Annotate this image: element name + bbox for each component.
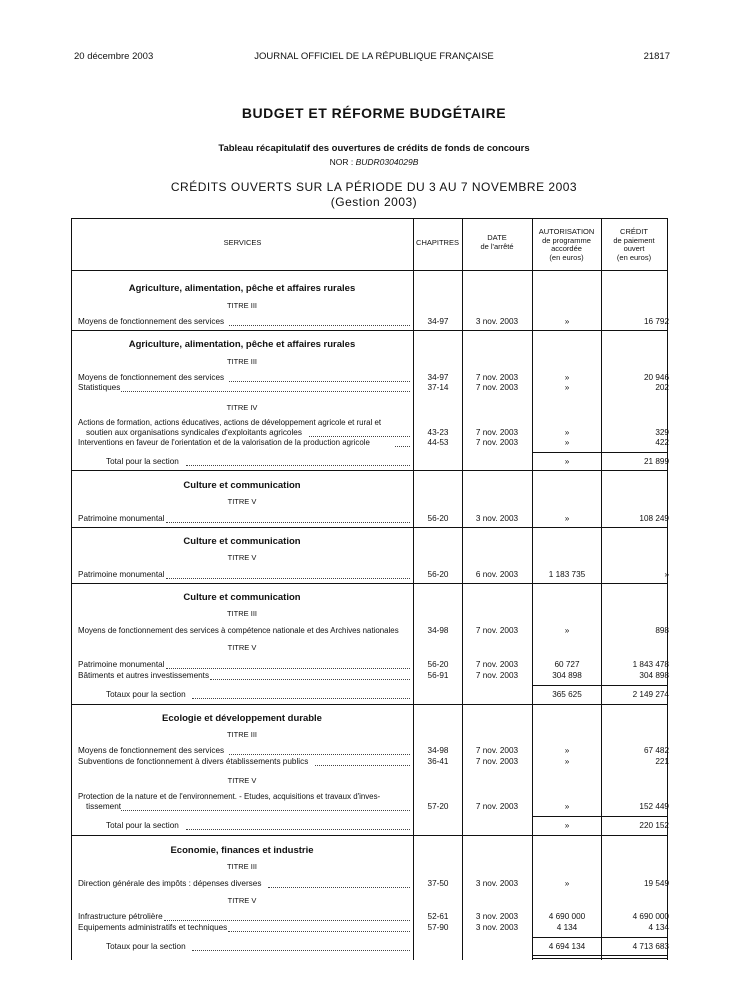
row-label: Moyens de fonctionnement des services bbox=[78, 317, 225, 326]
row-chapitre: 57-20 bbox=[427, 802, 449, 811]
leader-dots bbox=[192, 950, 410, 951]
row-label: Infrastructure pétrolière bbox=[78, 912, 163, 921]
row-date: 7 nov. 2003 bbox=[475, 757, 519, 766]
titre-heading: TITRE III bbox=[227, 609, 257, 618]
nor-reference bbox=[0, 157, 748, 167]
leader-dots bbox=[186, 465, 410, 466]
row-date: 3 nov. 2003 bbox=[475, 317, 519, 326]
row-label: Bâtiments et autres investissements bbox=[78, 671, 210, 680]
section-separator bbox=[71, 704, 668, 705]
row-label: Statistiques bbox=[78, 383, 121, 392]
row-ap: 1 183 735 bbox=[548, 570, 586, 579]
row-label: Moyens de fonctionnement des services à compétence nationale et des Archives nationales bbox=[78, 626, 399, 635]
row-date: 3 nov. 2003 bbox=[475, 923, 519, 932]
row-chapitre: 37-14 bbox=[427, 383, 449, 392]
leader-dots bbox=[229, 754, 410, 755]
nor-code: BUDR0304029B bbox=[355, 157, 419, 167]
row-ap: » bbox=[564, 514, 570, 523]
row-chapitre: 34-97 bbox=[427, 373, 449, 382]
row-ap: » bbox=[564, 821, 570, 830]
row-chapitre: 44-53 bbox=[427, 438, 449, 447]
row-chapitre: 57-90 bbox=[427, 923, 449, 932]
row-label: Patrimoine monumental bbox=[78, 660, 165, 669]
leader-dots bbox=[166, 578, 410, 579]
row-label: Patrimoine monumental bbox=[78, 514, 165, 523]
leader-dots bbox=[121, 810, 410, 811]
row-cp: 329 bbox=[655, 428, 669, 437]
row-label-total: Totaux pour la section bbox=[106, 690, 186, 699]
row-label-total: Total pour la section bbox=[106, 821, 179, 830]
row-cp: 152 449 bbox=[639, 802, 669, 811]
row-ap: 60 727 bbox=[554, 660, 580, 669]
table-header-border bbox=[71, 270, 668, 271]
total-rule bbox=[532, 958, 668, 959]
row-cp: 2 149 274 bbox=[632, 690, 669, 699]
row-date: 3 nov. 2003 bbox=[475, 514, 519, 523]
row-cp: 4 690 000 bbox=[632, 912, 669, 921]
leader-dots bbox=[210, 679, 410, 680]
row-ap: » bbox=[564, 383, 570, 392]
titre-heading: TITRE V bbox=[227, 553, 257, 562]
row-cp: 4 134 bbox=[648, 923, 669, 932]
row-chapitre: 34-97 bbox=[427, 317, 449, 326]
row-ap: 365 625 bbox=[552, 690, 582, 699]
row-label: Moyens de fonctionnement des services bbox=[78, 746, 225, 755]
row-chapitre: 34-98 bbox=[427, 746, 449, 755]
table-top-border bbox=[71, 218, 668, 219]
row-ap: » bbox=[564, 438, 570, 447]
row-ap: » bbox=[564, 802, 570, 811]
leader-dots bbox=[166, 522, 410, 523]
row-date: 7 nov. 2003 bbox=[475, 428, 519, 437]
row-chapitre: 56-20 bbox=[427, 514, 449, 523]
titre-heading: TITRE III bbox=[227, 357, 257, 366]
leader-dots bbox=[121, 391, 410, 392]
col-header-ap-l1: AUTORISATION bbox=[538, 227, 595, 236]
row-cp: 4 713 683 bbox=[632, 942, 669, 951]
row-ap: » bbox=[564, 879, 570, 888]
row-ap: » bbox=[564, 373, 570, 382]
leader-dots bbox=[229, 381, 410, 382]
row-label-line1: Protection de la nature et de l'environnement. - Etudes, acquisitions et travaux d'inves- bbox=[78, 792, 381, 801]
row-cp: » bbox=[664, 570, 669, 579]
section-separator bbox=[71, 470, 668, 471]
row-label: tissement bbox=[86, 802, 122, 811]
col-header-date bbox=[462, 234, 532, 251]
col-header-ap-l4: (en euros) bbox=[549, 252, 584, 262]
row-label-line1: Actions de formation, actions éducatives, actions de développement agricole et rural et bbox=[78, 418, 382, 427]
col-header-cp-l1: CRÉDIT bbox=[620, 227, 648, 236]
row-label: Direction générale des impôts : dépenses diverses bbox=[78, 879, 262, 888]
row-cp: 304 898 bbox=[639, 671, 669, 680]
row-ap: » bbox=[564, 428, 570, 437]
row-cp: 108 249 bbox=[639, 514, 669, 523]
col-header-cp-l4: (en euros) bbox=[616, 252, 652, 262]
leader-dots bbox=[309, 436, 410, 437]
page-subtitle: Tableau récapitulatif des ouvertures de crédits de fonds de concours bbox=[218, 143, 530, 154]
row-cp: 67 482 bbox=[643, 746, 669, 755]
row-date: 7 nov. 2003 bbox=[475, 660, 519, 669]
section-heading: Economie, finances et industrie bbox=[170, 845, 314, 856]
row-ap: » bbox=[564, 746, 570, 755]
row-date: 7 nov. 2003 bbox=[475, 626, 519, 635]
row-ap: 4 694 134 bbox=[548, 942, 586, 951]
section-separator bbox=[71, 835, 668, 836]
col-header-date-l1: DATE bbox=[487, 233, 507, 242]
section-heading: Agriculture, alimentation, pêche et affaires rurales bbox=[128, 339, 356, 350]
period-heading bbox=[0, 180, 748, 210]
row-ap: 304 898 bbox=[552, 671, 582, 680]
section-heading: Ecologie et développement durable bbox=[162, 713, 322, 724]
page-title: BUDGET ET RÉFORME BUDGÉTAIRE bbox=[241, 105, 507, 121]
row-chapitre: 52-61 bbox=[427, 912, 449, 921]
row-label: Moyens de fonctionnement des services bbox=[78, 373, 225, 382]
section-separator bbox=[71, 527, 668, 528]
row-chapitre: 34-98 bbox=[427, 626, 449, 635]
row-chapitre: 36-41 bbox=[427, 757, 449, 766]
col-header-cp-l3: ouvert bbox=[623, 244, 645, 253]
row-ap: 4 690 000 bbox=[548, 912, 586, 921]
leader-dots bbox=[186, 829, 410, 830]
titre-heading: TITRE V bbox=[227, 497, 257, 506]
row-label: Equipements administratifs et techniques bbox=[78, 923, 228, 932]
row-chapitre: 37-50 bbox=[427, 879, 449, 888]
leader-dots bbox=[228, 931, 410, 932]
col-header-ap-l3: accordée bbox=[551, 244, 582, 253]
titre-heading: TITRE V bbox=[227, 776, 257, 785]
row-date: 7 nov. 2003 bbox=[475, 746, 519, 755]
col-header-chapitres: CHAPITRES bbox=[416, 238, 459, 247]
period-line-2: (Gestion 2003) bbox=[330, 195, 418, 209]
nor-label: NOR : bbox=[329, 157, 354, 167]
titre-heading: TITRE III bbox=[227, 730, 257, 739]
row-label: Subventions de fonctionnement à divers établissements publics bbox=[78, 757, 309, 766]
section-heading: Culture et communication bbox=[183, 592, 301, 603]
row-cp: 220 152 bbox=[639, 821, 669, 830]
header-journal-title: JOURNAL OFFICIEL DE LA RÉPUBLIQUE FRANÇAISE bbox=[254, 51, 494, 62]
row-label: soutien aux organisations syndicales d'exploitants agricoles bbox=[86, 428, 302, 437]
row-cp: 221 bbox=[655, 757, 669, 766]
titre-heading: TITRE III bbox=[227, 862, 257, 871]
titre-heading: TITRE III bbox=[227, 301, 257, 310]
leader-dots bbox=[164, 920, 410, 921]
row-ap: » bbox=[564, 626, 570, 635]
row-cp: 19 549 bbox=[643, 879, 669, 888]
section-heading: Culture et communication bbox=[183, 536, 301, 547]
col-header-ap bbox=[532, 228, 601, 262]
row-ap: 4 134 bbox=[556, 923, 578, 932]
row-cp: 202 bbox=[655, 383, 669, 392]
leader-dots bbox=[315, 765, 410, 766]
row-cp: 16 792 bbox=[643, 317, 669, 326]
row-chapitre: 56-20 bbox=[427, 660, 449, 669]
row-date: 7 nov. 2003 bbox=[475, 802, 519, 811]
row-cp: 898 bbox=[655, 626, 669, 635]
leader-dots bbox=[229, 325, 410, 326]
row-cp: 21 899 bbox=[643, 457, 669, 466]
section-separator bbox=[71, 330, 668, 331]
titre-heading: TITRE IV bbox=[226, 403, 258, 412]
row-chapitre: 56-91 bbox=[427, 671, 449, 680]
row-cp: 1 843 478 bbox=[632, 660, 669, 669]
row-chapitre: 43-23 bbox=[427, 428, 449, 437]
row-ap: » bbox=[564, 757, 570, 766]
leader-dots bbox=[166, 668, 410, 669]
col-header-date-l2: de l'arrêté bbox=[480, 241, 514, 251]
row-label: Interventions en faveur de l'orientation et de la valorisation de la production agricole bbox=[78, 438, 370, 447]
total-rule bbox=[532, 937, 668, 938]
row-date: 7 nov. 2003 bbox=[475, 671, 519, 680]
section-heading: Agriculture, alimentation, pêche et affaires rurales bbox=[128, 283, 356, 294]
col-header-cp-l2: de paiement bbox=[613, 235, 655, 245]
section-heading: Culture et communication bbox=[183, 480, 301, 491]
row-cp: 422 bbox=[655, 438, 669, 447]
row-date: 3 nov. 2003 bbox=[475, 912, 519, 921]
total-rule bbox=[532, 816, 668, 817]
row-cp: 20 946 bbox=[643, 373, 669, 382]
leader-dots bbox=[192, 698, 410, 699]
row-date: 6 nov. 2003 bbox=[475, 570, 519, 579]
row-date: 7 nov. 2003 bbox=[475, 383, 519, 392]
total-rule bbox=[532, 685, 668, 686]
titre-heading: TITRE V bbox=[227, 896, 257, 905]
row-date: 7 nov. 2003 bbox=[475, 373, 519, 382]
row-ap: » bbox=[564, 317, 570, 326]
row-ap: » bbox=[564, 457, 570, 466]
header-date: 20 décembre 2003 bbox=[74, 51, 154, 62]
section-separator bbox=[71, 583, 668, 584]
row-label: Patrimoine monumental bbox=[78, 570, 165, 579]
col-header-ap-l2: de programme bbox=[542, 235, 591, 245]
row-date: 7 nov. 2003 bbox=[475, 438, 519, 447]
row-date: 3 nov. 2003 bbox=[475, 879, 519, 888]
header-page-number: 21817 bbox=[643, 51, 670, 62]
titre-heading: TITRE V bbox=[227, 643, 257, 652]
total-rule bbox=[532, 955, 668, 956]
row-chapitre: 56-20 bbox=[427, 570, 449, 579]
col-header-services: SERVICES bbox=[223, 238, 262, 247]
row-label-total: Totaux pour la section bbox=[106, 942, 186, 951]
leader-dots bbox=[268, 887, 410, 888]
period-line-1: CRÉDITS OUVERTS SUR LA PÉRIODE DU 3 AU 7 NOVEMBRE 2003 bbox=[170, 180, 578, 194]
row-label-total: Total pour la section bbox=[106, 457, 179, 466]
leader-dots bbox=[395, 446, 410, 447]
total-rule bbox=[532, 452, 668, 453]
col-header-cp bbox=[601, 228, 667, 262]
